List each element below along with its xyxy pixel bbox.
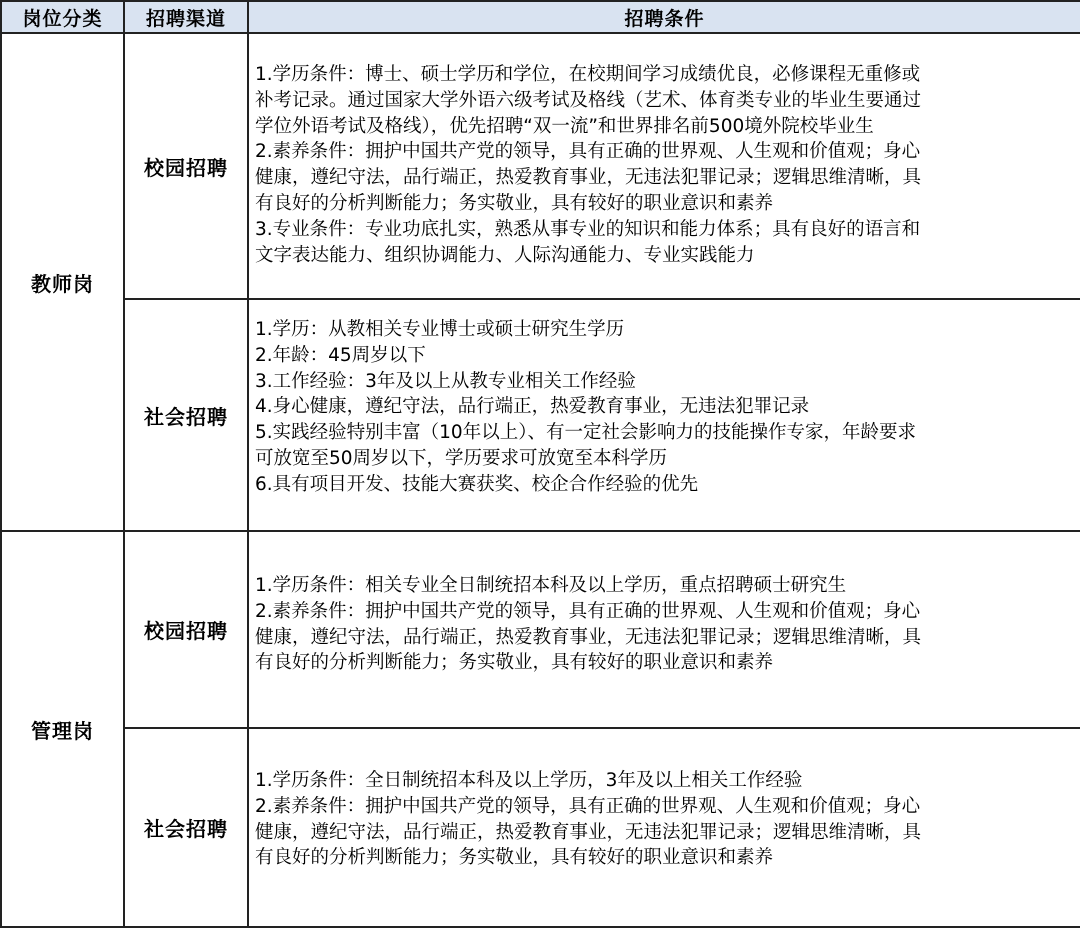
category-cell-teacher: 教师岗 — [1, 33, 124, 531]
condition-line: 健康，遵纪守法，品行端正，热爱教育事业，无违法犯罪记录；逻辑思维清晰，具 — [255, 167, 922, 189]
condition-line: 1.学历条件：博士、硕士学历和学位，在校期间学习成绩优良，必修课程无重修或 — [255, 64, 921, 85]
condition-line: 2.素养条件：拥护中国共产党的领导，具有正确的世界观、人生观和价值观；身心 — [255, 795, 921, 817]
condition-line: 学位外语考试及格线），优先招聘“双一流”和世界排名前500境外院校毕业生 — [255, 115, 874, 137]
header-row — [1, 1, 1080, 33]
condition-line: 2.素养条件：拥护中国共产党的领导，具有正确的世界观、人生观和价值观；身心 — [255, 600, 921, 622]
channel-cell: 社会招聘 — [124, 299, 248, 531]
condition-line: 可放宽至50周岁以下，学历要求可放宽至本科学历 — [255, 447, 668, 469]
table-row — [1, 299, 1080, 531]
table-row — [1, 728, 1080, 927]
condition-line: 5.实践经验特别丰富（10年以上）、有一定社会影响力的技能操作专家，年龄要求 — [255, 422, 916, 444]
table-row — [1, 531, 1080, 728]
header-category: 岗位分类 — [1, 1, 124, 33]
condition-line: 1.学历：从教相关专业博士或硕士研究生学历 — [255, 319, 625, 340]
conditions-cell — [248, 33, 1080, 299]
condition-line: 有良好的分析判断能力；务实敬业，具有较好的职业意识和素养 — [255, 192, 774, 214]
header-conditions: 招聘条件 — [248, 1, 1080, 33]
channel-cell: 社会招聘 — [124, 728, 248, 927]
category-cell-management: 管理岗 — [1, 531, 124, 927]
header-channel: 招聘渠道 — [124, 1, 248, 33]
condition-line: 有良好的分析判断能力；务实敬业，具有较好的职业意识和素养 — [255, 652, 774, 674]
condition-line: 1.学历条件：全日制统招本科及以上学历，3年及以上相关工作经验 — [255, 770, 803, 791]
condition-line: 1.学历条件：相关专业全日制统招本科及以上学历，重点招聘硕士研究生 — [255, 575, 847, 596]
condition-line: 健康，遵纪守法，品行端正，热爱教育事业，无违法犯罪记录；逻辑思维清晰，具 — [255, 821, 922, 843]
table-row — [1, 33, 1080, 299]
channel-cell: 校园招聘 — [124, 33, 248, 299]
condition-line: 2.年龄：45周岁以下 — [255, 344, 426, 366]
condition-line: 健康，遵纪守法，品行端正，热爱教育事业，无违法犯罪记录；逻辑思维清晰，具 — [255, 626, 922, 648]
condition-line: 补考记录。通过国家大学外语六级考试及格线（艺术、体育类专业的毕业生要通过 — [255, 89, 922, 111]
condition-line: 文字表达能力、组织协调能力、人际沟通能力、专业实践能力 — [255, 244, 755, 266]
condition-line: 3.专业条件：专业功底扎实，熟悉从事专业的知识和能力体系；具有良好的语言和 — [255, 218, 921, 240]
condition-line: 3.工作经验：3年及以上从教专业相关工作经验 — [255, 370, 636, 392]
conditions-cell — [248, 728, 1080, 927]
condition-line: 2.素养条件：拥护中国共产党的领导，具有正确的世界观、人生观和价值观；身心 — [255, 141, 921, 163]
conditions-cell — [248, 299, 1080, 531]
condition-line: 有良好的分析判断能力；务实敬业，具有较好的职业意识和素养 — [255, 847, 774, 869]
conditions-cell — [248, 531, 1080, 728]
condition-line: 4.身心健康，遵纪守法，品行端正，热爱教育事业，无违法犯罪记录 — [255, 396, 810, 418]
channel-cell: 校园招聘 — [124, 531, 248, 728]
condition-line: 6.具有项目开发、技能大赛获奖、校企合作经验的优先 — [255, 473, 699, 495]
